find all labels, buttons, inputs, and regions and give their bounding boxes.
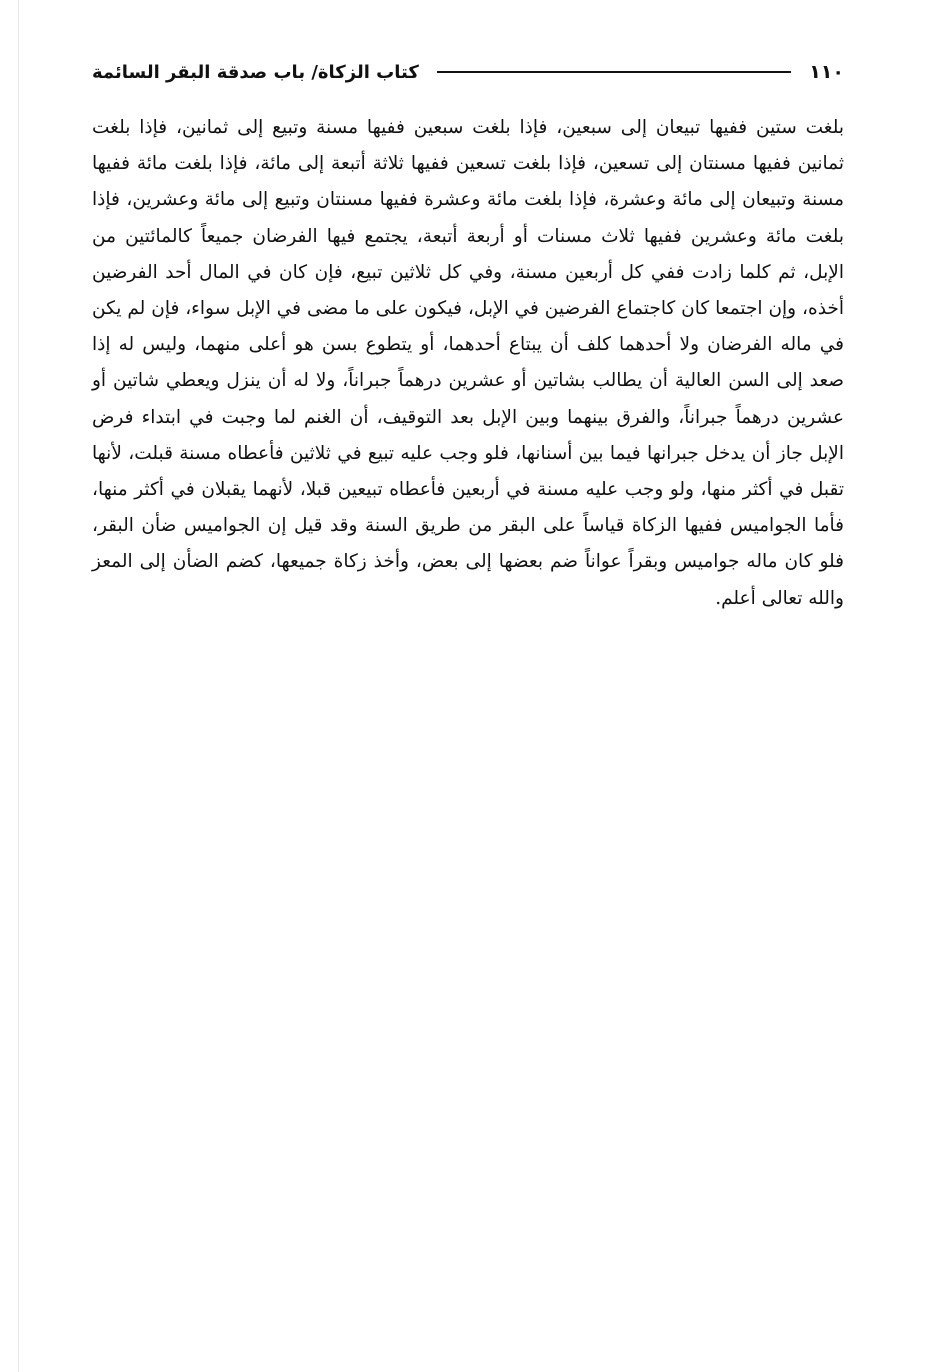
body-paragraph: بلغت ستين ففيها تبيعان إلى سبعين، فإذا بلغت سبعين ففيها مسنة وتبيع إلى ثمانين، فإذا بلغت ثمانين ففيها مسنتان إلى تسعين، فإذا بلغت تسعين ففيها ثلاثة أتبعة إلى مائة، فإذا بلغت مائة ففيها مسنة وتبيعان إلى مائة وعشرة، فإذا بلغت مائة وعشرة ففيها مسنتان وتبيع إلى مائة وعشرين، فإذا بلغت مائة وعشرين ففيها ثلاث مسنات أو أربعة أتبعة، يجتمع فيها الفرضان جميعاً كالمائتين من الإبل، ثم كلما زادت ففي كل أربعين مسنة، وفي كل ثلاثين تبيع، فإن كان في المال أحد الفرضين أخذه، وإن اجتمعا كان كاجتماع الفرضين في الإبل، فيكون على ما مضى في الإبل سواء، فإن لم يكن في ماله الفرضان ولا أحدهما كلف أن يبتاع أحدهما، أو يتطوع بسن هو أعلى منهما، وليس له إذا صعد إلى السن العالية أن يطالب بشاتين أو عشرين درهماً جبراناً، ولا له أن ينزل ويعطي شاتين أو عشرين درهماً جبراناً، والفرق بينهما وبين الإبل بعد التوقيف، أن الغنم لما وجبت في ابتداء فرض الإبل جاز أن يدخل جبرانها فيما بين أسنانها، فلو وجب عليه تبيع في ثلاثين فأعطاه مسنة قبلت، لأنها تقبل في أكثر منها، ولو وجب عليه مسنة في أربعين فأعطاه تبيعين قبلا، لأنهما يقبلان في أكثر منها، فأما الجواميس ففيها الزكاة قياساً على البقر من طريق السنة وقد قيل إن الجواميس ضأن البقر، فلو كان ماله جواميس وبقراً عواناً ضم بعضها إلى بعض، وأخذ زكاة جميعها، كضم الضأن إلى المعز والله تعالى أعلم. — [92, 117, 844, 609]
page-number: ١١٠ — [809, 61, 844, 83]
header-rule — [437, 71, 791, 73]
body-text — [92, 110, 844, 617]
chapter-title: كتاب الزكاة/ باب صدقة البقر السائمة — [92, 61, 419, 83]
page-header — [92, 56, 844, 88]
scan-edge-line — [18, 0, 19, 1372]
